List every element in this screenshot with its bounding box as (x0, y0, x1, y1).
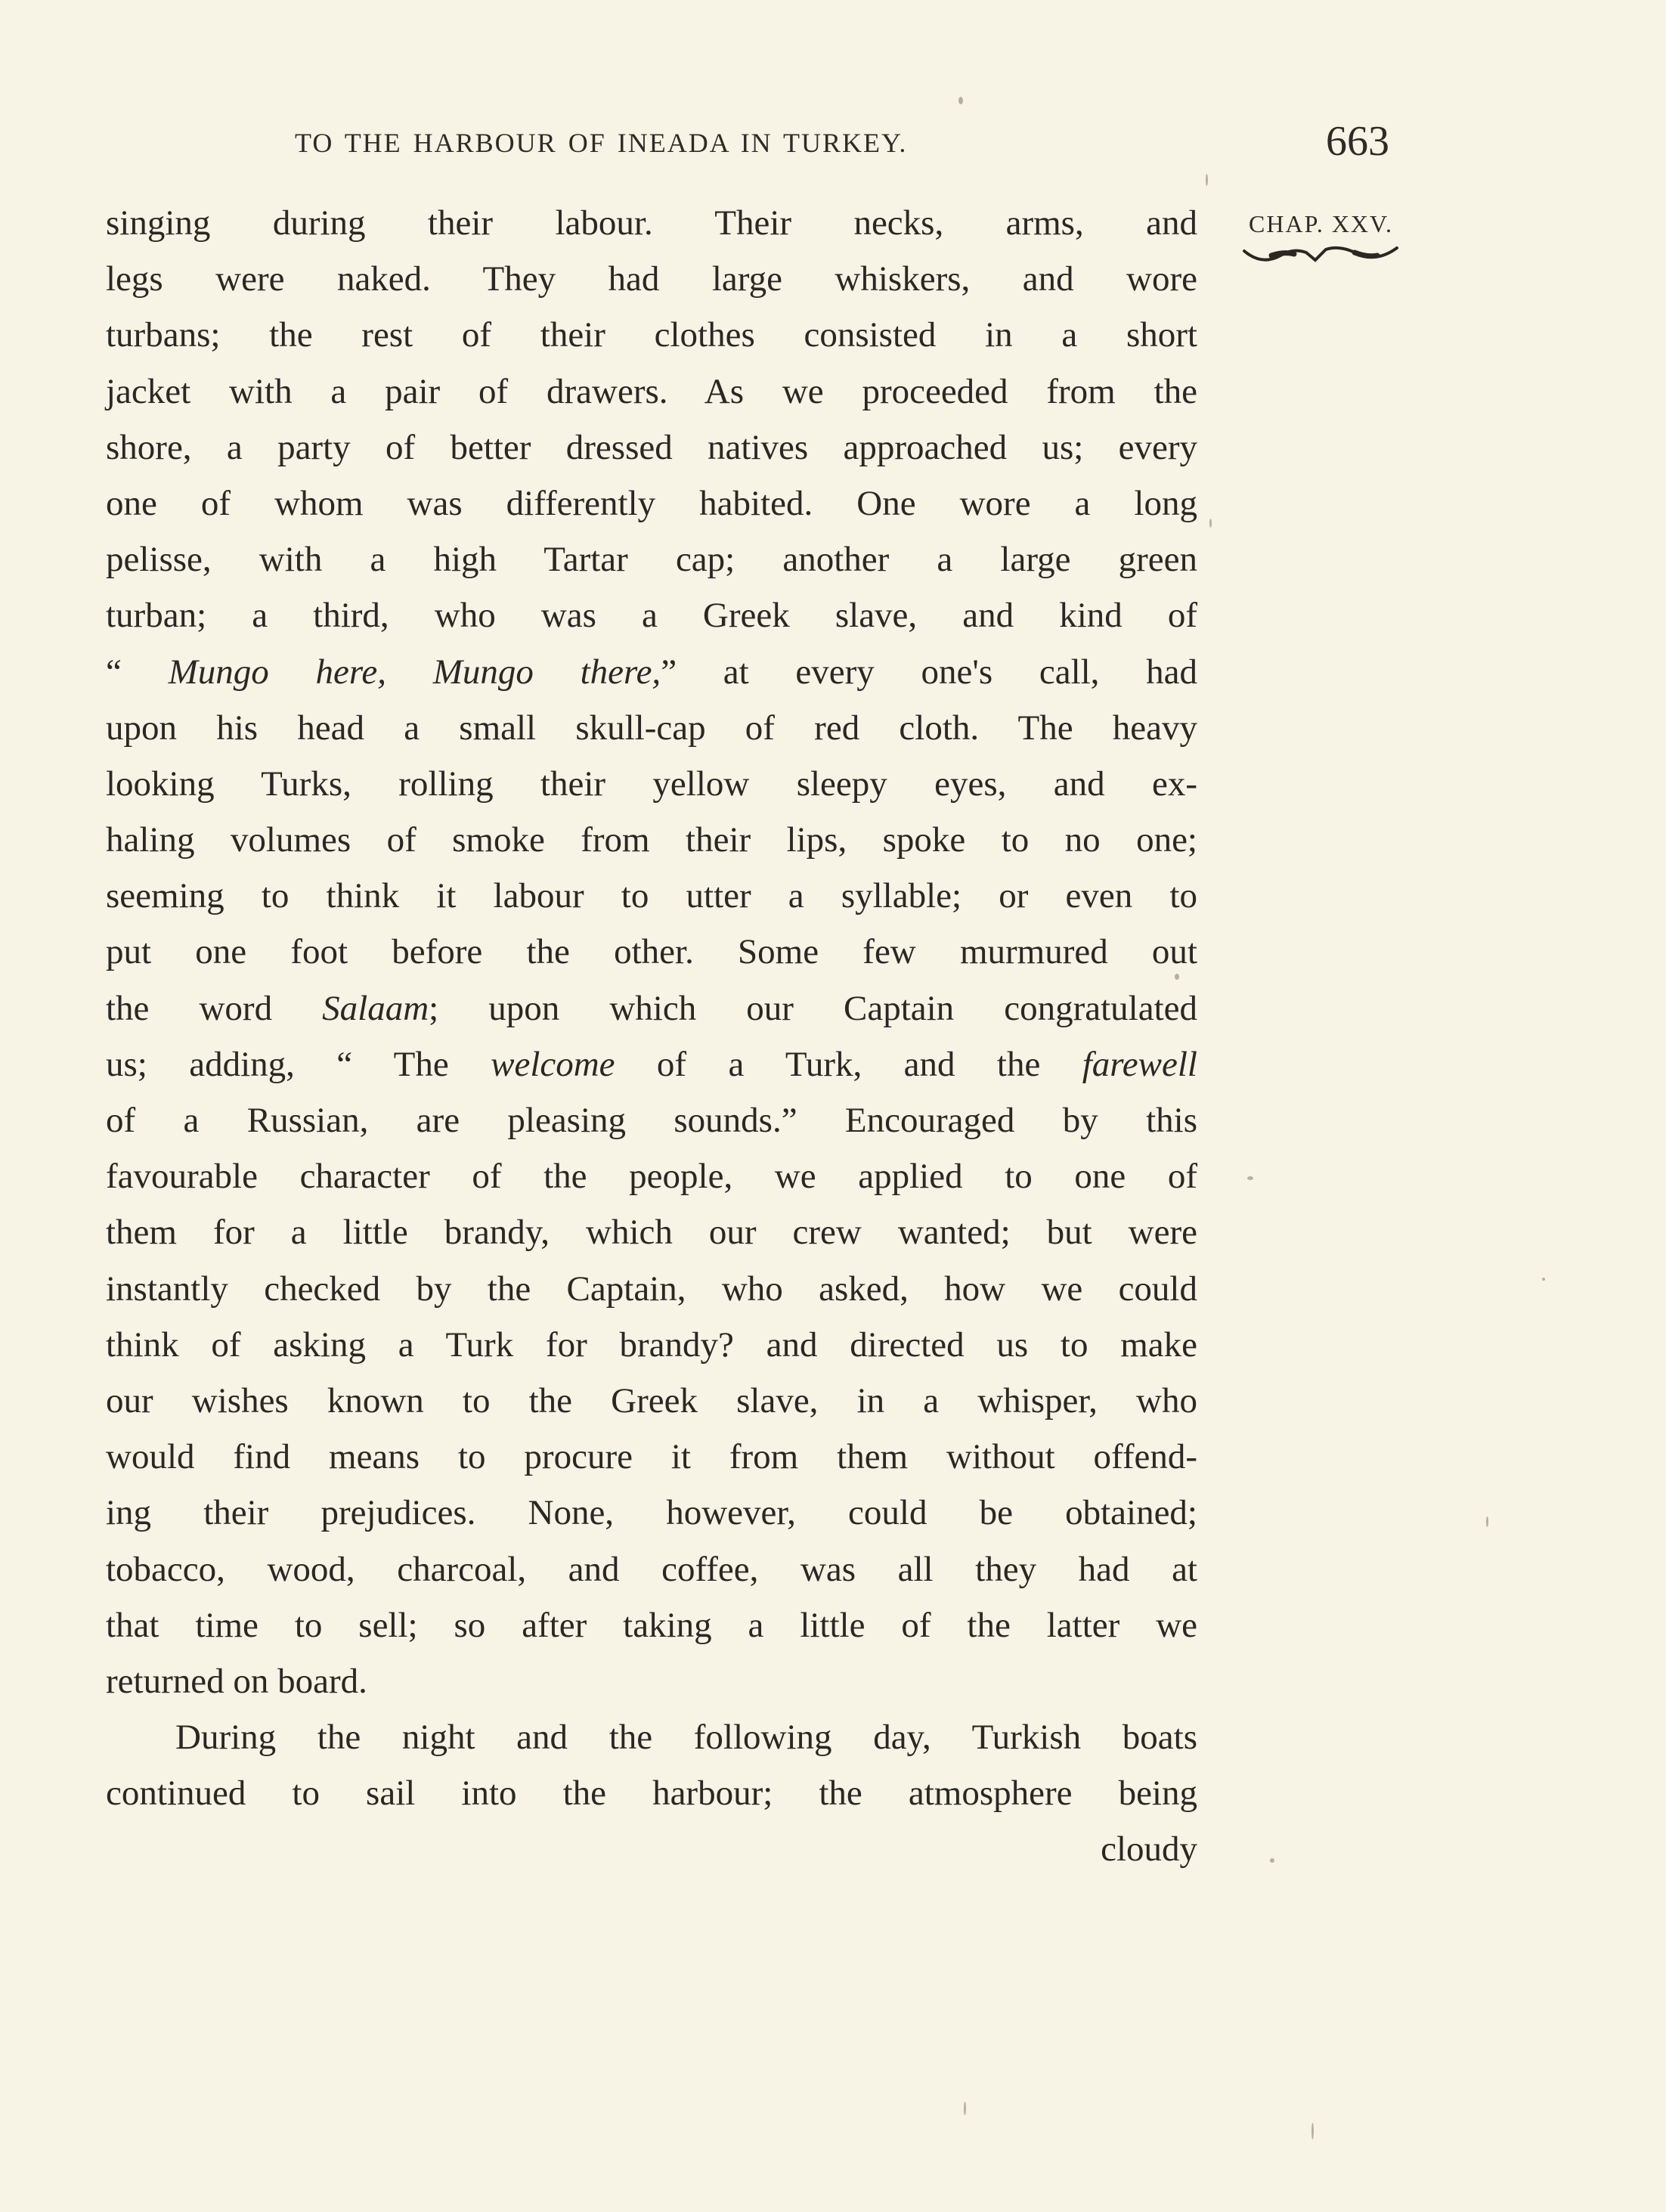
paper-speck (1206, 174, 1208, 186)
italic-phrase: Mungo here, (168, 652, 386, 692)
chapter-marginal-label: CHAP. XXV. (1249, 210, 1394, 237)
text-span: the word (106, 988, 273, 1028)
text-line: shore, a party of better dressed natives approached us; every (106, 427, 1197, 467)
text-span: us; adding, “ The (106, 1044, 449, 1084)
paper-speck (1209, 519, 1212, 528)
paper-speck (964, 2102, 966, 2115)
text-line: think of asking a Turk for brandy? and directed us to make (106, 1324, 1197, 1365)
text-line: favourable character of the people, we applied to one of (106, 1157, 1197, 1197)
paper-speck (958, 97, 963, 104)
text-line: haling volumes of smoke from their lips, spoke to no one; (106, 820, 1197, 860)
text-line: turbans; the rest of their clothes consisted in a short (106, 315, 1197, 355)
paper-speck (1270, 1858, 1274, 1863)
text-line: singing during their labour. Their necks, arms, and (106, 203, 1197, 243)
text-line: put one foot before the other. Some few murmured out (106, 932, 1197, 972)
text-span: ; upon which our Captain congratulated (429, 988, 1198, 1028)
italic-word: Salaam (322, 988, 429, 1028)
text-span: of a Turk, and the (656, 1044, 1041, 1084)
text-line: one of whom was differently habited. One wore a long (106, 483, 1197, 523)
catchword: cloudy (1101, 1829, 1197, 1870)
text-line: pelisse, with a high Tartar cap; another a large green (106, 540, 1197, 580)
text-line (106, 981, 1197, 1036)
paper-speck (1486, 1516, 1488, 1527)
text-line: continued to sail into the harbour; the atmosphere being (106, 1774, 1197, 1814)
text-line: ing their prejudices. None, however, could be obtained; (106, 1493, 1197, 1533)
text-line: jacket with a pair of drawers. As we proceeded from the (106, 371, 1197, 411)
paper-speck (1175, 974, 1179, 980)
italic-word: welcome (491, 1044, 615, 1084)
page-number: 663 (1326, 118, 1389, 165)
running-head-title: TO THE HARBOUR OF INEADA IN TURKEY. (295, 128, 908, 158)
paper-speck (1542, 1278, 1545, 1281)
paper-speck (1311, 2123, 1314, 2139)
text-line: our wishes known to the Greek slave, in a whisper, who (106, 1380, 1197, 1420)
open-quote: “ (106, 652, 122, 692)
text-line: instantly checked by the Captain, who asked, how we could (106, 1269, 1197, 1309)
text-line: legs were naked. They had large whiskers, and wore (106, 259, 1197, 299)
text-line: looking Turks, rolling their yellow sleepy eyes, and ex- (106, 764, 1197, 804)
text-line (106, 1036, 1197, 1092)
text-line: that time to sell; so after taking a little of the latter we (106, 1605, 1197, 1645)
text-line: upon his head a small skull-cap of red cloth. The heavy (106, 708, 1197, 748)
italic-word: farewell (1082, 1044, 1197, 1084)
text-line: seeming to think it labour to utter a syllable; or even to (106, 876, 1197, 916)
text-line: them for a little brandy, which our crew wanted; but were (106, 1213, 1197, 1253)
text-line: would find means to procure it from them without offend- (106, 1437, 1197, 1477)
text-line (106, 644, 1197, 700)
body-text (106, 195, 1197, 1878)
paper-speck (1247, 1176, 1253, 1180)
text-line: tobacco, wood, charcoal, and coffee, was all they had at (106, 1549, 1197, 1589)
text-line: turban; a third, who was a Greek slave, and kind of (106, 596, 1197, 636)
text-span: ” at every one's call, had (661, 652, 1198, 692)
paragraph-end-line: returned on board. (106, 1661, 367, 1701)
italic-phrase: Mungo there, (432, 652, 661, 692)
text-line: of a Russian, are pleasing sounds.” Encouraged by this (106, 1101, 1197, 1140)
paragraph-start-line: During the night and the following day, Turkish boats (175, 1718, 1197, 1758)
ornament-flourish-icon (1241, 243, 1400, 271)
